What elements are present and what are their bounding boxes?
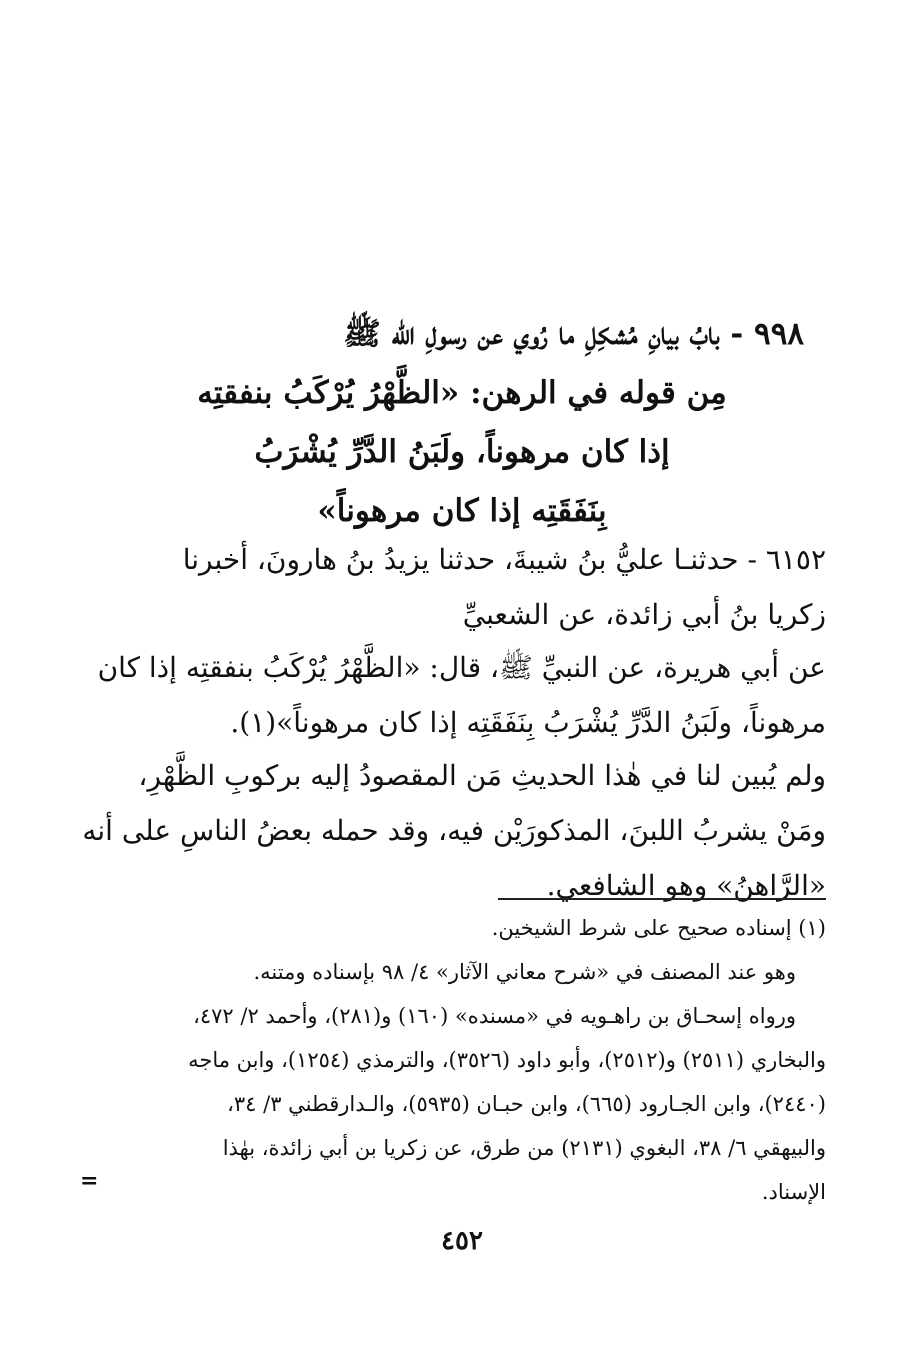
footnote-line: وهو عند المصنف في «شرح معاني الآثار» ٤/ ٩٨ بإسناده ومتنه.: [253, 960, 796, 984]
chapter-heading: [120, 305, 804, 541]
paragraph-line: عن أبي هريرة، عن النبيِّ ﷺ، قال: «الظَّهْرُ يُرْكَبُ بنفقتِه إذا كان: [97, 651, 826, 684]
paragraph-line: زكريا بنُ أبي زائدة، عن الشعبيِّ: [462, 598, 826, 631]
heading-line-4: بِنَفَقَتِه إذا كان مرهوناً»: [317, 493, 607, 529]
paragraph-line: ولم يُبين لنا في هٰذا الحديثِ مَن المقصودُ إليه بركوبِ الظَّهْرِ،: [138, 759, 826, 792]
page-number: ٤٥٢: [441, 1226, 483, 1256]
paragraph-line: ٦١٥٢ - حدثنـا عليُّ بنُ شيبةَ، حدثنا يزيدُ بنُ هارونَ، أخبرنا: [182, 543, 826, 576]
paragraph-line: «الرَّاهنُ» وهو الشافعي.: [546, 869, 826, 902]
hadith-isnad-paragraph: [98, 532, 826, 642]
footnote-line: والبخاري (٢٥١١) و(٢٥١٢)، وأبو داود (٣٥٢٦)، والترمذي (١٢٥٤)، وابن ماجه: [188, 1048, 826, 1072]
footnote-line: ورواه إسحـاق بن راهـويه في «مسنده» (١٦٠) و(٢٨١)، وأحمد ٢/ ٤٧٢،: [193, 1004, 796, 1028]
heading-line-1: ٩٩٨ - بابُ بيانِ مُشكِلِ ما رُوي عن رسولِ الله ﷺ: [343, 316, 804, 352]
paragraph-line: ومَنْ يشربُ اللبنَ، المذكورَيْن فيه، وقد حمله بعضُ الناسِ على أنه: [82, 814, 826, 847]
footnote-line: (١) إسناده صحيح على شرط الشيخين.: [491, 916, 826, 940]
footnote-line: (٢٤٤٠)، وابن الجـارود (٦٦٥)، وابن حبـان (٥٩٣٥)، والـدارقطني ٣/ ٣٤،: [227, 1092, 826, 1116]
heading-line-3: إذا كان مرهوناً، ولَبَنُ الدَّرِّ يُشْرَبُ: [254, 434, 670, 470]
continuation-mark: =: [80, 1168, 99, 1194]
footnote-divider: [498, 898, 826, 900]
footnote-line: الإسناد.: [761, 1180, 826, 1204]
footnote-line: والبيهقي ٦/ ٣٨، البغوي (٢١٣١) من طرق، عن زكريا بن أبي زائدة، بهٰذا: [222, 1136, 826, 1160]
heading-line-2: مِن قوله في الرهن: «الظَّهْرُ يُرْكَبُ بنفقتِه: [197, 375, 727, 411]
paragraph-line: مرهوناً، ولَبَنُ الدَّرِّ يُشْرَبُ بِنَفَقَتِه إذا كان مرهوناً»(١).: [230, 706, 826, 739]
commentary-paragraph: [82, 748, 826, 913]
footnotes: [98, 906, 826, 1214]
hadith-matn-paragraph: [98, 640, 826, 750]
